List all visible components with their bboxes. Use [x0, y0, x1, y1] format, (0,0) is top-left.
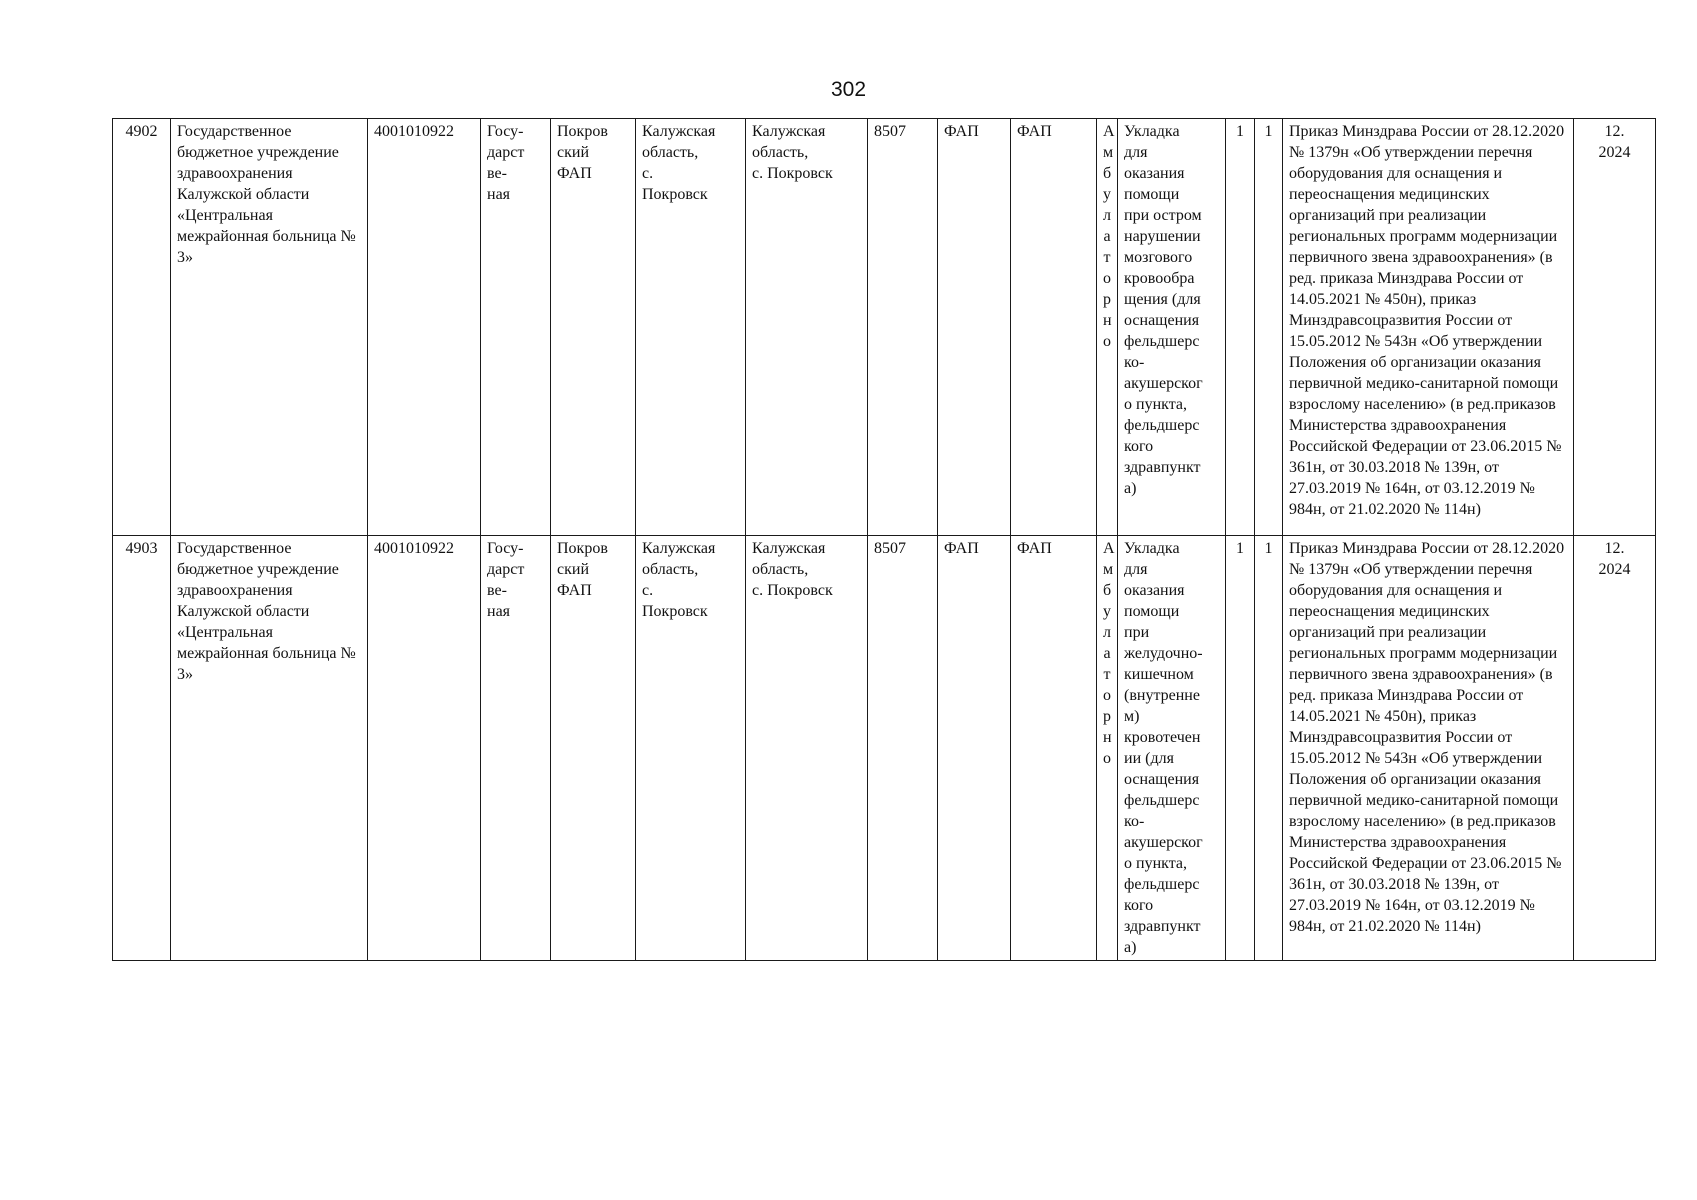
ownership-form: Госу- дарст ве- ная [481, 536, 551, 961]
equipment-name: Укладка для оказания помощи при желудочно- кишечном (внутренне м) кровотечен ии (для оснащения фельдшерс ко- акушерског о пункта, фельдшерс кого здравпункт а) [1118, 536, 1226, 961]
region: Калужская область, с. Покровск [636, 536, 746, 961]
inn: 4001010922 [368, 536, 481, 961]
facility-subtype: ФАП [1011, 119, 1097, 536]
legal-basis: Приказ Минздрава России от 28.12.2020 № 1379н «Об утверждении перечня оборудования для оснащения и переоснащения медицинских организаций при реализации региональных программ модернизации первичного звена здравоохранения» (в ред. приказа Минздрава России от 14.05.2021 № 450н), приказ Минздравсоцразвития России от 15.05.2012 № 543н «Об утверждении Положения об организации оказания первичной медико-санитарной помощи взрослому населению» (в ред.приказов Министерства здравоохранения Российской Федерации от 23.06.2015 № 361н, от 30.03.2018 № 139н, от 27.03.2019 № 164н, от 03.12.2019 № 984н, от 21.02.2020 № 114н) [1283, 119, 1574, 536]
code: 8507 [868, 119, 938, 536]
table-row [113, 536, 1656, 961]
row-id: 4903 [113, 536, 171, 961]
equipment-name: Укладка для оказания помощи при остром нарушении мозгового кровообра щения (для оснащения фельдшерс ко- акушерског о пункта, фельдшерс кого здравпункт а) [1118, 119, 1226, 536]
region: Калужская область, с. Покровск [636, 119, 746, 536]
page-number: 302 [830, 78, 867, 101]
organization-name: Государственное бюджетное учреждение здравоохранения Калужской области «Центральная межрайонная больница № 3» [171, 119, 368, 536]
row-id: 4902 [113, 119, 171, 536]
address: Калужская область, с. Покровск [746, 119, 868, 536]
legal-basis: Приказ Минздрава России от 28.12.2020 № 1379н «Об утверждении перечня оборудования для оснащения и переоснащения медицинских организаций при реализации региональных программ модернизации первичного звена здравоохранения» (в ред. приказа Минздрава России от 14.05.2021 № 450н), приказ Минздравсоцразвития России от 15.05.2012 № 543н «Об утверждении Положения об организации оказания первичной медико-санитарной помощи взрослому населению» (в ред.приказов Министерства здравоохранения Российской Федерации от 23.06.2015 № 361н, от 30.03.2018 № 139н, от 27.03.2019 № 164н, от 03.12.2019 № 984н, от 21.02.2020 № 114н) [1283, 536, 1574, 961]
due-date: 12. 2024 [1574, 119, 1656, 536]
ownership-form: Госу- дарст ве- ная [481, 119, 551, 536]
code: 8507 [868, 536, 938, 961]
table-row [113, 119, 1656, 536]
quantity-2: 1 [1255, 119, 1283, 536]
facility-name: Покров ский ФАП [551, 536, 636, 961]
care-condition: А м б у л а т о р н о [1097, 536, 1118, 961]
care-condition: А м б у л а т о р н о [1097, 119, 1118, 536]
inn: 4001010922 [368, 119, 481, 536]
quantity-2: 1 [1255, 536, 1283, 961]
facility-type: ФАП [938, 536, 1011, 961]
address: Калужская область, с. Покровск [746, 536, 868, 961]
facility-type: ФАП [938, 119, 1011, 536]
quantity-1: 1 [1226, 536, 1255, 961]
organization-name: Государственное бюджетное учреждение здравоохранения Калужской области «Центральная межрайонная больница № 3» [171, 536, 368, 961]
facility-name: Покров ский ФАП [551, 119, 636, 536]
facility-subtype: ФАП [1011, 536, 1097, 961]
due-date: 12. 2024 [1574, 536, 1656, 961]
quantity-1: 1 [1226, 119, 1255, 536]
registry-table [112, 118, 1656, 961]
